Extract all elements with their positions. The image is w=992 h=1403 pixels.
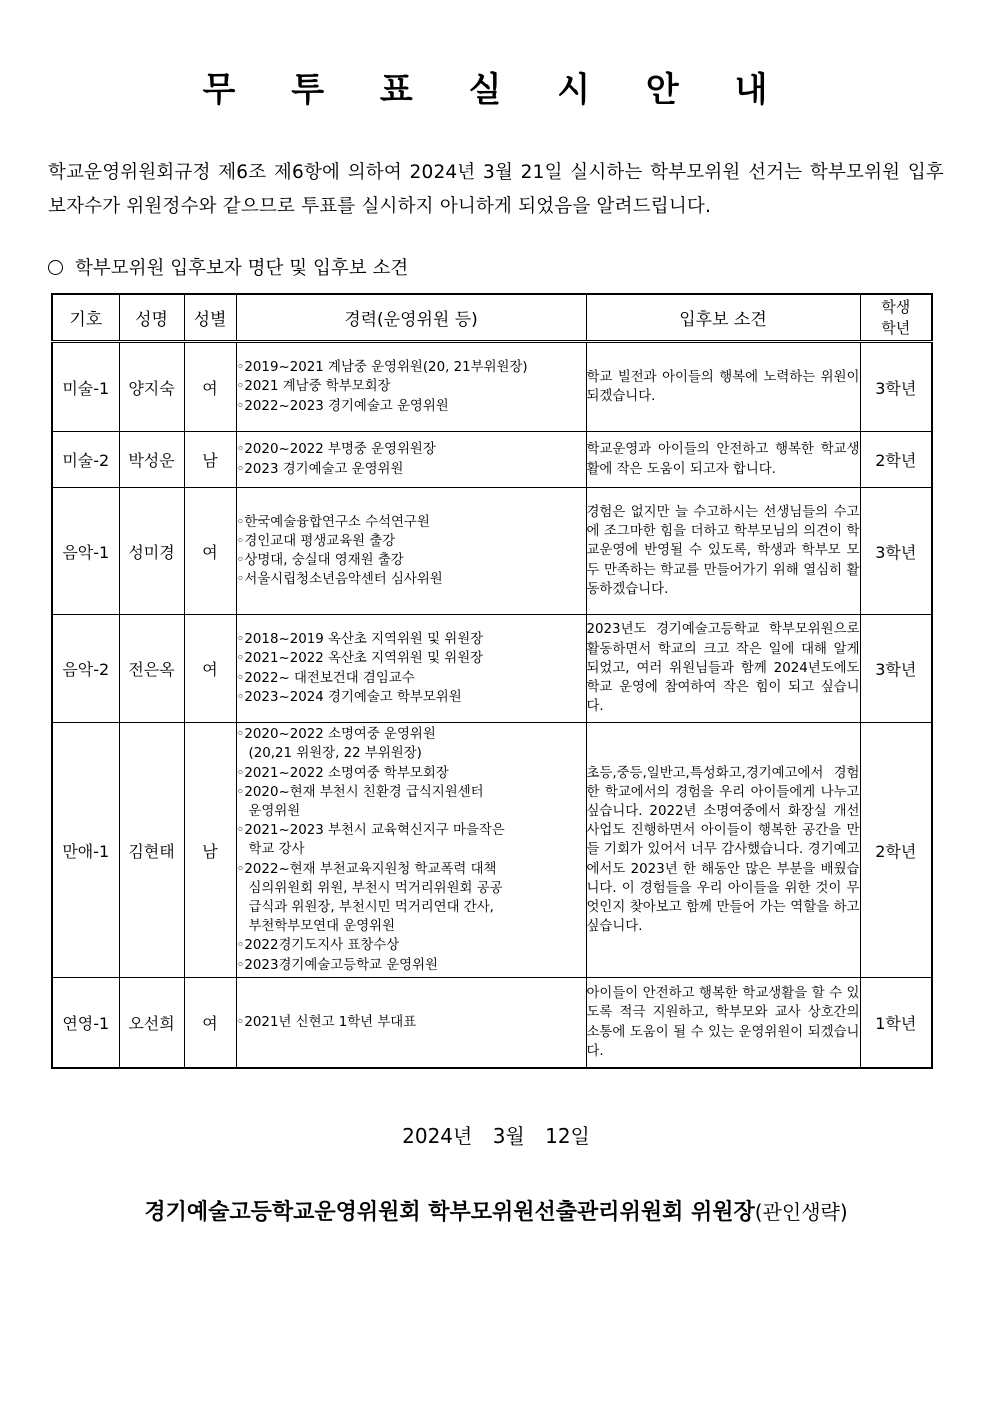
cell-gender: 여: [184, 978, 236, 1069]
cell-gender: 남: [184, 723, 236, 978]
career-item: ◦2018~2019 옥산초 지역위원 및 위원장: [236, 632, 484, 648]
cell-pledge: 초등,중등,일반고,특성화고,경기예고에서 경험한 학교에서의 경험을 우리 아이들에게 나누고 싶습니다. 2022년 소명여중에서 화장실 개선 사업도 진행하면서 아이들이 행복한 공간을 만들 기회가 있어서 너무 감사했습니다. 경기예고에서도 2023년 한 해동안 많은 부분을 배웠습니다. 이 경험들을 우리 아이들을 위한 것이 무엇인지 찾아보고 함께 만들어 가는 역할을 하고 싶습니다.: [586, 723, 860, 978]
cell-name: 박성운: [119, 432, 184, 488]
candidate-table: [51, 293, 933, 1069]
cell-name: 김현태: [119, 723, 184, 978]
career-item: ◦2021 계남중 학부모회장: [236, 379, 391, 395]
signature-title: 경기예술고등학교운영위원회 학부모위원선출관리위원회 위원장: [144, 1200, 755, 1225]
header-gender: 성별: [184, 294, 236, 342]
career-item: ◦2023 경기예술고 운영위원: [236, 461, 404, 477]
page-title: 무 투 표 실 시 안 내: [202, 70, 790, 110]
career-item: ◦2020~현재 부천시 친환경 급식지원센터: [236, 784, 484, 800]
cell-pledge: 학교운영과 아이들의 안전하고 행복한 학교생활에 작은 도움이 되고자 합니다.: [586, 432, 860, 488]
table-row: [52, 432, 932, 488]
career-item: ◦2019~2021 계남중 운영위원(20, 21부위원장): [236, 360, 528, 376]
table-row: [52, 342, 932, 432]
table-row: [52, 488, 932, 615]
cell-grade: 1학년: [860, 978, 932, 1069]
cell-grade: 2학년: [860, 432, 932, 488]
table-header-row: [52, 294, 932, 342]
cell-code: 음악-1: [52, 488, 119, 615]
career-item: 부천학부모연대 운영위원: [248, 919, 396, 935]
cell-name: 양지숙: [119, 342, 184, 432]
career-item: ◦2021년 신현고 1학년 부대표: [236, 1014, 417, 1030]
cell-code: 만애-1: [52, 723, 119, 978]
career-item: ◦2021~2023 부천시 교육혁신지구 마을작은: [236, 823, 505, 839]
career-item: ◦2020~2022 소명여중 운영위원: [236, 727, 436, 743]
career-item: 심의위원회 위원, 부천시 먹거리위원회 공공: [248, 880, 503, 896]
header-career: 경력(운영위원 등): [236, 294, 586, 342]
cell-career: [236, 978, 586, 1069]
cell-name: 전은옥: [119, 615, 184, 723]
career-item: ◦2020~2022 부명중 운영위원장: [236, 442, 436, 458]
cell-gender: 여: [184, 615, 236, 723]
cell-code: 연영-1: [52, 978, 119, 1069]
cell-career: [236, 432, 586, 488]
cell-code: 미술-1: [52, 342, 119, 432]
career-item: (20,21 위원장, 22 부위원장): [248, 746, 422, 762]
cell-pledge: 2023년도 경기예술고등학교 학부모위원으로 활동하면서 학교의 크고 작은 일에 대해 알게 되었고, 여러 위원님들과 함께 2024년도에도 학교 운영에 참여하여 작은 힘이 되고 싶습니다.: [586, 615, 860, 723]
career-item: ◦상명대, 숭실대 영재원 출강: [236, 553, 404, 568]
cell-pledge: 아이들이 안전하고 행복한 학교생활을 할 수 있도록 적극 지원하고, 학부모와 교사 상호간의 소통에 도움이 될 수 있는 운영위원이 되겠습니다.: [586, 978, 860, 1069]
cell-career: [236, 615, 586, 723]
career-item: ◦2022~현재 부천교육지원청 학교폭력 대책: [236, 861, 497, 877]
career-item: ◦2022~ 대전보건대 겸임교수: [236, 670, 415, 686]
career-item: ◦2023경기예술고등학교 운영위원: [236, 957, 438, 973]
cell-name: 성미경: [119, 488, 184, 615]
cell-career: [236, 723, 586, 978]
career-item: ◦2022경기도지사 표창수상: [236, 938, 400, 954]
intro-paragraph: 학교운영위원회규정 제6조 제6항에 의하여 2024년 3월 21일 실시하는 학부모위원 선거는 학부모위원 입후보자수가 위원정수와 같으므로 투표를 실시하지 아니하게 되었음을 알려드립니다.: [48, 162, 944, 217]
section-heading: [48, 254, 408, 280]
career-item: ◦2023~2024 경기예술고 학부모위원: [236, 689, 462, 705]
cell-pledge: 경험은 없지만 늘 수고하시는 선생님들의 수고에 조그마한 힘을 더하고 학부모님의 의견이 학교운영에 반영될 수 있도록, 학생과 학부모 모두 만족하는 학교를 만들어가기 위해 열심히 활동하겠습니다.: [586, 488, 860, 615]
career-item: ◦2022~2023 경기예술고 운영위원: [236, 398, 449, 414]
header-pledge: 입후보 소견: [586, 294, 860, 342]
career-item: ◦경인교대 평생교육원 출강: [236, 533, 396, 549]
career-item: ◦한국예술융합연구소 수석연구원: [236, 514, 430, 530]
career-item: 학교 강사: [248, 842, 305, 858]
cell-gender: 여: [184, 342, 236, 432]
signature: [0, 1195, 992, 1226]
cell-career: [236, 342, 586, 432]
notice-date: 2024년 3월 12일: [402, 1124, 590, 1148]
table-row: [52, 615, 932, 723]
career-item: ◦2021~2022 옥산초 지역위원 및 위원장: [236, 651, 484, 667]
cell-grade: 3학년: [860, 488, 932, 615]
header-code: 기호: [52, 294, 119, 342]
career-item: 급식과 위원장, 부천시민 먹거리연대 간사,: [248, 900, 494, 915]
career-item: 운영위원: [248, 803, 301, 819]
cell-grade: 2학년: [860, 723, 932, 978]
section-heading-text: 학부모위원 입후보자 명단 및 입후보 소견: [75, 258, 409, 279]
header-grade: 학생 학년: [860, 294, 932, 342]
table-row: [52, 978, 932, 1069]
cell-gender: 남: [184, 432, 236, 488]
signature-seal-note: (관인생략): [754, 1200, 848, 1224]
cell-grade: 3학년: [860, 342, 932, 432]
cell-career: [236, 488, 586, 615]
header-name: 성명: [119, 294, 184, 342]
cell-grade: 3학년: [860, 615, 932, 723]
cell-gender: 여: [184, 488, 236, 615]
cell-code: 미술-2: [52, 432, 119, 488]
cell-name: 오선희: [119, 978, 184, 1069]
circle-bullet-icon: [48, 260, 63, 275]
table-row: [52, 723, 932, 978]
career-item: ◦서울시립청소년음악센터 심사위원: [236, 572, 443, 588]
cell-code: 음악-2: [52, 615, 119, 723]
career-item: ◦2021~2022 소명여중 학부모회장: [236, 765, 449, 781]
cell-pledge: 학교 빌전과 아이들의 행복에 노력하는 위원이 되겠습니다.: [586, 342, 860, 432]
